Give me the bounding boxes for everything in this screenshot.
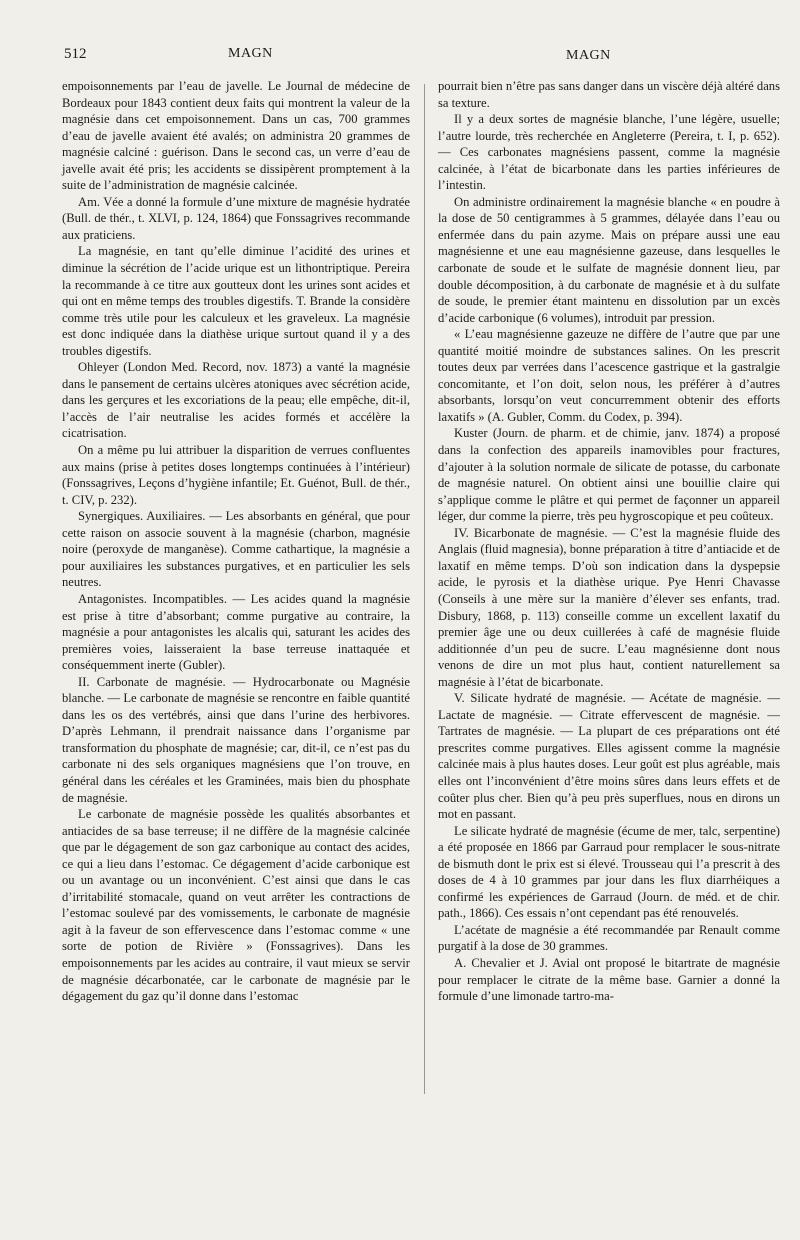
paragraph: IV. Bicarbonate de magnésie. — C’est la magnésie fluide des Anglais (fluid magnesia), bonne préparation à titre d’antiacide et de laxatif en même temps. D’où son indication dans la dyspepsie acide, le pyrosis et la diathèse urique. Pye Henri Chavasse (Conseils à une mère sur la manière d’élever ses enfants, trad. Disbury, 1868, p. 113) conseille comme un excellent laxatif du premier âge une ou deux cuillerées à café de magnésie fluide additionnée d’un peu de sucre. L’eau magnésienne dont nous venons de dire un mot plus haut, contient naturellement sa magnésie à l’état de bicarbonate. bbox=[438, 525, 780, 689]
paragraph: La magnésie, en tant qu’elle diminue l’acidité des urines et diminue la sécrétion de l’acide urique est un lithontriptique. Pereira la recommande à ce titre aux goutteux dont les urines sont acides et qui ont en même temps des troubles digestifs. T. Brande la considère comme très utile pour les calculeux et les graveleux. La magnésie est donc indiquée dans la diathèse urique surtout quand il y a des troubles digestifs. bbox=[62, 244, 410, 358]
running-head-right: MAGN bbox=[566, 48, 611, 63]
paragraph: empoisonnements par l’eau de javelle. Le Journal de médecine de Bordeaux pour 1843 contient deux faits qui montrent la valeur de la magnésie dans cet empoisonnement. Dans un cas, 700 grammes d’eau de javelle avaient été avalés; on administra 20 grammes de magnésie calciné : guérison. Dans le second cas, un verre d’eau de javelle avait été pris; les accidents se dissipèrent promptement à la suite de l’administration de magnésie calcinée. bbox=[62, 79, 410, 193]
paragraph: On a même pu lui attribuer la disparition de verrues confluentes aux mains (prise à petites doses longtemps continuées à l’intérieur) (Fonssagrives, Leçons d’hygiène infantile; Et. Guénot, Bull. de thér., t. CIV, p. 232). bbox=[62, 443, 410, 507]
paragraph: Le silicate hydraté de magnésie (écume de mer, talc, serpentine) a été proposée en 1866 par Garraud pour remplacer le sous-nitrate de bismuth dont le prix est si élevé. Trousseau qui l’a prescrit à des doses de 4 à 10 grammes par jour dans les flux diarrhéiques a confirmé les expériences de Garraud (Journ. de méd. et de chir. path., 1866). Ces essais n’ont cependant pas été renouvelés. bbox=[438, 823, 780, 921]
paragraph: II. Carbonate de magnésie. — Hydrocarbonate ou Magnésie blanche. — Le carbonate de magnésie se rencontre en faible quantité dans les os des vertébrés, ainsi que dans l’urine des herbivores. D’après Lehmann, il prendrait naissance dans l’organisme par transformation du phosphate de magnésie; car, dit-il, ce n’est pas du carbonate ni des sels organiques magnésiens que l’on trouve, en général dans les céréales et les Graminées, mais bien du phosphate de magnésie. bbox=[62, 674, 410, 805]
column-divider bbox=[424, 84, 425, 1094]
paragraph: Antagonistes. Incompatibles. — Les acides quand la magnésie est prise à titre d’absorbant; comme purgative au contraire, la magnésie a pour antagonistes les alcalis qui, saturant les acides des premières voies, laisseraient la base terreuse inattaquée et conséquemment inerte (Gubler). bbox=[62, 591, 410, 673]
paragraph: Am. Vée a donné la formule d’une mixture de magnésie hydratée (Bull. de thér., t. XLVI, p. 124, 1864) que Fonssagrives recommande aux praticiens. bbox=[62, 194, 410, 242]
paragraph: pourrait bien n’être pas sans danger dans un viscère déjà altéré dans sa texture. bbox=[438, 79, 780, 110]
right-column bbox=[438, 78, 780, 1005]
paragraph: A. Chevalier et J. Avial ont proposé le bitartrate de magnésie pour remplacer le citrate de la même base. Garnier a donné la formule d’une limonade tartro-ma- bbox=[438, 955, 780, 1004]
paragraph: Synergiques. Auxiliaires. — Les absorbants en général, que pour cette raison on associe souvent à la magnésie (charbon, magnésie noire (peroxyde de manganèse). Comme cathartique, la magnésie a pour auxiliaires les substances purgatives, et en particulier les sels neutres. bbox=[62, 509, 410, 590]
paragraph: Il y a deux sortes de magnésie blanche, l’une légère, usuelle; l’autre lourde, très recherchée en Angleterre (Pereira, t. I, p. 652). — Ces carbonates magnésiens passent, comme la magnésie calcinée, à l’état de bicarbonate dans les parties inférieures de l’intestin. bbox=[438, 112, 780, 193]
paragraph: Le carbonate de magnésie possède les qualités absorbantes et antiacides de sa base terreuse; il ne diffère de la magnésie calcinée que par le dégagement de son gaz carbonique au contact des acides, ce qui a lieu dans l’estomac. Ce dégagement d’acide carbonique est ou un avantage ou un inconvénient. C’est ainsi que dans le cas d’irritabilité stomacale, quand on veut arrêter les contractions de l’estomac soulevé par des vomissements, le carbonate de magnésie agit à la faveur de son effervescence dans l’estomac comme « une sorte de potion de Rivière » (Fonssagrives). Dans les empoisonnements par les acides au contraire, il vaut mieux se servir de magnésie décarbonatée, car le carbonate de magnésie par le dégagement du gaz qu’il donne dans l’estomac bbox=[62, 807, 410, 1004]
paragraph: On administre ordinairement la magnésie blanche « en poudre à la dose de 50 centigrammes à 5 grammes, délayée dans l’eau ou enfermée dans du pain azyme. Mais on prépare aussi une eau magnésienne et une eau magnésienne gazeuse, dans lesquelles le carbonate de soude et le sulfate de magnésie donnent lieu, par double décomposition, à du carbonate de magnésie et à du sulfate de soude, le premier étant maintenu en dissolution par un excès d’acide carbonique (6 volumes), introduit par pression. bbox=[438, 194, 780, 325]
page-header bbox=[0, 30, 800, 70]
left-column bbox=[62, 78, 410, 1005]
paragraph: Kuster (Journ. de pharm. et de chimie, janv. 1874) a proposé dans la confection des appareils inamovibles pour fractures, d’ajouter à la solution normale de silicate de potasse, du carbonate de magnésie naturel. On obtient ainsi une bouillie claire qui s’applique comme le plâtre et qui permet de façonner un appareil léger, dur comme la pierre, très peu hygroscopique et peu coûteux. bbox=[438, 426, 780, 524]
paragraph: Ohleyer (London Med. Record, nov. 1873) a vanté la magnésie dans le pansement de certains ulcères atoniques avec sécrétion acide, dans les gerçures et les excoriations de la peau; elle empêche, dit-il, l’accès de l’air neutralise les acides formés et accélère la cicatrisation. bbox=[62, 360, 410, 441]
paragraph: L’acétate de magnésie a été recommandée par Renault comme purgatif à la dose de 30 grammes. bbox=[438, 922, 780, 954]
paragraph: V. Silicate hydraté de magnésie. — Acétate de magnésie. — Lactate de magnésie. — Citrate effervescent de magnésie. — Tartrates de magnésie. — La plupart de ces préparations ont été prescrites comme purgatives. Elles agissent comme la magnésie calcinée mais à plus hautes doses. Leur goût est plus agréable, mais elles ont l’inconvénient d’être moins sûres dans leurs effets et de coûter plus cher. Bien qu’à peu près superflues, nous en dirons un mot en passant. bbox=[438, 691, 780, 822]
running-head-left: MAGN bbox=[228, 46, 273, 61]
page-number: 512 bbox=[64, 46, 87, 62]
paragraph: « L’eau magnésienne gazeuze ne diffère de l’autre que par une quantité moitié moindre de substances salines. On les prescrit toutes deux par verrées dans l’acescence gastrique et la gastralgie concomitante, et l’on doit, selon nous, les préférer à d’autres absorbants, lorsqu’on veut concurremment obtenir des efforts laxatifs » (A. Gubler, Comm. du Codex, p. 394). bbox=[438, 327, 780, 424]
